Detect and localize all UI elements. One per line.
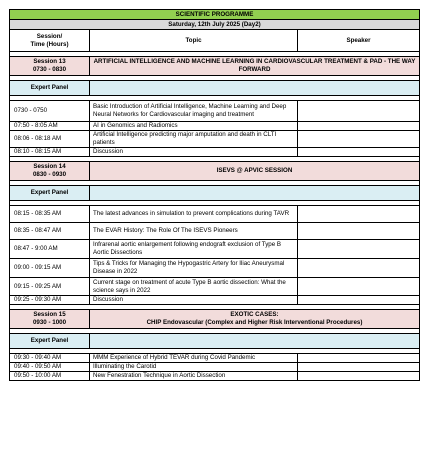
- session-title-line2: FORWARD: [238, 66, 271, 73]
- row-time: 08:35 - 08:47 AM: [10, 223, 90, 240]
- session-header-line1: Session/: [36, 32, 63, 40]
- row-speaker: [298, 223, 420, 240]
- row-topic: Discussion: [90, 148, 298, 157]
- expert-panel-label: Expert Panel: [10, 81, 90, 96]
- row-time: 09:40 - 09:50 AM: [10, 363, 90, 372]
- row-topic: Illuminating the Carotid: [90, 363, 298, 372]
- row-topic: Tips & Tricks for Managing the Hypogastric Artery for Iliac Aneurysmal Disease in 2022: [90, 259, 298, 278]
- row-time: 09:50 - 10:00 AM: [10, 372, 90, 381]
- table-row: [10, 122, 420, 131]
- session-label: Session 14: [33, 163, 66, 171]
- session-title-cell: [90, 57, 420, 76]
- session-row-14: [10, 162, 420, 181]
- row-time: 07:50 - 8:05 AM: [10, 122, 90, 131]
- programme-sheet: [9, 9, 419, 381]
- session-time-header: [10, 30, 90, 52]
- session-label: Session 13: [33, 58, 66, 66]
- row-time: 08:10 - 08:15 AM: [10, 148, 90, 157]
- row-time: 09:30 - 09:40 AM: [10, 354, 90, 363]
- table-row: [10, 372, 420, 381]
- expert-panel-label: Expert Panel: [10, 334, 90, 349]
- table-row: [10, 240, 420, 259]
- row-topic: Current stage on treatment of acute Type B aortic dissection: What the science says in 2022: [90, 278, 298, 296]
- row-speaker: [298, 131, 420, 148]
- table-row: [10, 363, 420, 372]
- session-time: 0930 - 1000: [32, 319, 67, 326]
- speaker-header: Speaker: [298, 30, 420, 52]
- row-topic: Artificial Intelligence predicting major amputation and death in CLTI patients: [90, 131, 298, 148]
- row-topic: MMM Experience of Hybrid TEVAR during Covid Pandemic: [90, 354, 298, 363]
- row-time: 08:06 - 08:18 AM: [10, 131, 90, 148]
- row-speaker: [298, 278, 420, 296]
- session-time: 0830 - 0930: [32, 171, 67, 178]
- row-speaker: [298, 122, 420, 131]
- row-time: 08:15 - 08:35 AM: [10, 206, 90, 223]
- table-row: [10, 206, 420, 223]
- row-speaker: [298, 148, 420, 157]
- session-title-line1: ARTIFICIAL INTELLIGENCE AND MACHINE LEARNING IN CARDIOVASCULAR TREATMENT & PAD - THE WAY: [93, 58, 416, 66]
- row-time: 09:00 - 09:15 AM: [10, 259, 90, 278]
- topic-header: Topic: [90, 30, 298, 52]
- date-row: [10, 20, 420, 30]
- session-title-line1: ISEVS @ APVIC SESSION: [216, 167, 293, 175]
- session-title-cell: [90, 162, 420, 181]
- expert-panel-value: [90, 334, 420, 349]
- expert-panel-value: [90, 186, 420, 201]
- row-topic: The EVAR History: The Role Of The ISEVS Pioneers: [90, 223, 298, 240]
- row-speaker: [298, 296, 420, 305]
- expert-panel-row: [10, 81, 420, 96]
- row-speaker: [298, 259, 420, 278]
- programme-date: Saturday, 12th July 2025 (Day2): [10, 20, 420, 30]
- expert-panel-row: [10, 186, 420, 201]
- header-row: [10, 30, 420, 52]
- row-topic: Basic Introduction of Artificial Intelligence, Machine Learning and Deep Neural Networks for Cardiovascular imaging and treatment: [90, 101, 298, 122]
- session-row-15: [10, 310, 420, 329]
- session-row-13: [10, 57, 420, 76]
- table-row: [10, 354, 420, 363]
- table-row: [10, 131, 420, 148]
- session-title-cell: [90, 310, 420, 329]
- row-topic: The latest advances in simulation to prevent complications during TAVR: [90, 206, 298, 223]
- table-row: [10, 259, 420, 278]
- row-time: 08:47 - 9:00 AM: [10, 240, 90, 259]
- row-speaker: [298, 206, 420, 223]
- row-speaker: [298, 354, 420, 363]
- row-time: 09:25 - 09:30 AM: [10, 296, 90, 305]
- session-label: Session 15: [33, 311, 66, 319]
- table-row: [10, 296, 420, 305]
- row-speaker: [298, 240, 420, 259]
- expert-panel-label: Expert Panel: [10, 186, 90, 201]
- table-row: [10, 278, 420, 296]
- row-topic: Infrarenal aortic enlargement following endograft exclusion of Type B Aortic Dissections: [90, 240, 298, 259]
- row-speaker: [298, 101, 420, 122]
- programme-table: [9, 9, 420, 381]
- table-row: [10, 223, 420, 240]
- row-speaker: [298, 363, 420, 372]
- session-title-line1: EXOTIC CASES:: [230, 311, 279, 319]
- title-row: [10, 10, 420, 20]
- session-label-cell: [10, 162, 90, 181]
- expert-panel-row: [10, 334, 420, 349]
- programme-title: SCIENTIFIC PROGRAMME: [10, 10, 420, 20]
- row-time: 09:15 - 09:25 AM: [10, 278, 90, 296]
- session-header-line2: Time (Hours): [30, 40, 69, 48]
- row-speaker: [298, 372, 420, 381]
- row-topic: AI in Genomics and Radiomics: [90, 122, 298, 131]
- table-row: [10, 101, 420, 122]
- session-label-cell: [10, 57, 90, 76]
- table-row: [10, 148, 420, 157]
- session-label-cell: [10, 310, 90, 329]
- row-topic: New Fenestration Technique in Aortic Dissection: [90, 372, 298, 381]
- expert-panel-value: [90, 81, 420, 96]
- row-time: 0730 - 0750: [10, 101, 90, 122]
- row-topic: Discussion: [90, 296, 298, 305]
- session-title-line2: CHIP Endovascular (Complex and Higher Risk Interventional Procedures): [146, 319, 363, 326]
- session-time: 0730 - 0830: [32, 66, 67, 73]
